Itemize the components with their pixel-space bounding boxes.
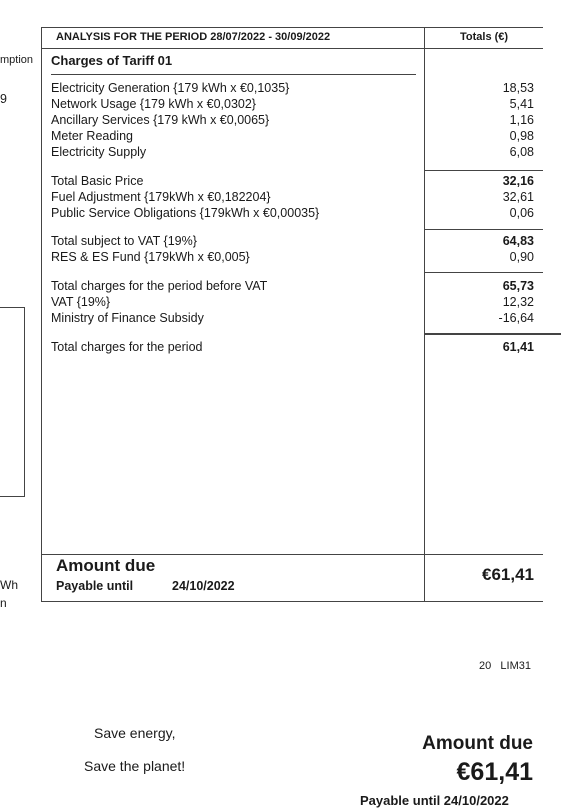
subtotal-rule: [424, 272, 543, 273]
line-item-value-bold: 65,73: [502, 279, 534, 293]
footer-amount-due-value: €61,41: [456, 758, 533, 786]
line-item-value: 0,06: [509, 206, 534, 220]
payable-until-date: 24/10/2022: [172, 579, 235, 593]
slogan-line-2: Save the planet!: [84, 758, 186, 774]
left-box-edge: [0, 307, 25, 497]
left-fragment-n: n: [0, 596, 7, 610]
slogan-line-1: Save energy,: [94, 725, 176, 741]
line-item-label: Fuel Adjustment {179kWh x €0,182204}: [51, 190, 271, 204]
left-fragment-digit: 9: [0, 92, 7, 106]
left-fragment-wh: Wh: [0, 578, 18, 592]
line-item-value: 0,90: [509, 250, 534, 264]
line-item-value: 6,08: [509, 145, 534, 159]
line-item-label: Public Service Obligations {179kWh x €0,00035}: [51, 206, 320, 220]
line-item-value: -16,64: [498, 311, 534, 325]
amount-due-title: Amount due: [56, 556, 156, 575]
line-item-label: Total Basic Price: [51, 174, 144, 188]
amount-due-value: €61,41: [482, 565, 534, 584]
subtotal-rule: [424, 170, 543, 171]
line-item-label: Electricity Generation {179 kWh x €0,1035}: [51, 81, 290, 95]
tariff-title-underline: [51, 74, 416, 75]
total-value: 61,41: [502, 340, 534, 354]
line-item-value-bold: 64,83: [502, 234, 534, 248]
line-item-value-bold: 32,16: [502, 174, 534, 188]
line-item-label: VAT {19%}: [51, 295, 111, 309]
line-item-label: Ancillary Services {179 kWh x €0,0065}: [51, 113, 270, 127]
total-label: Total charges for the period: [51, 340, 203, 354]
tariff-title: Charges of Tariff 01: [51, 53, 173, 68]
amount-box-top-rule: [41, 554, 543, 555]
analysis-period-header: ANALYSIS FOR THE PERIOD 28/07/2022 - 30/09/2022: [56, 31, 331, 43]
header-bottom-rule: [41, 48, 543, 49]
line-item-label: RES & ES Fund {179kWh x €0,005}: [51, 250, 250, 264]
table-left-border: [41, 27, 42, 602]
line-item-label: Network Usage {179 kWh x €0,0302}: [51, 97, 256, 111]
line-item-value: 5,41: [509, 97, 534, 111]
total-rule: [424, 333, 561, 335]
header-top-rule: [41, 27, 543, 28]
line-item-value: 1,16: [509, 113, 534, 127]
reference-code: 20 LIM31: [479, 660, 531, 672]
subtotal-rule: [424, 229, 543, 230]
line-item-value: 0,98: [509, 129, 534, 143]
footer-cut-text: Payable until 24/10/2022: [360, 793, 509, 808]
line-item-label: Electricity Supply: [51, 145, 147, 159]
line-item-value: 32,61: [502, 190, 534, 204]
table-column-divider: [424, 27, 425, 602]
line-item-label: Meter Reading: [51, 129, 133, 143]
left-fragment-consumption: mption: [0, 54, 34, 66]
line-item-label: Total charges for the period before VAT: [51, 279, 268, 293]
totals-header: Totals (€): [460, 31, 509, 43]
payable-until-label: Payable until: [56, 579, 134, 593]
line-item-label: Total subject to VAT {19%}: [51, 234, 197, 248]
line-item-label: Ministry of Finance Subsidy: [51, 311, 204, 325]
footer-amount-due-title: Amount due: [422, 733, 533, 754]
amount-box-bottom-rule: [41, 601, 543, 602]
line-item-value: 12,32: [502, 295, 534, 309]
line-item-value: 18,53: [502, 81, 534, 95]
